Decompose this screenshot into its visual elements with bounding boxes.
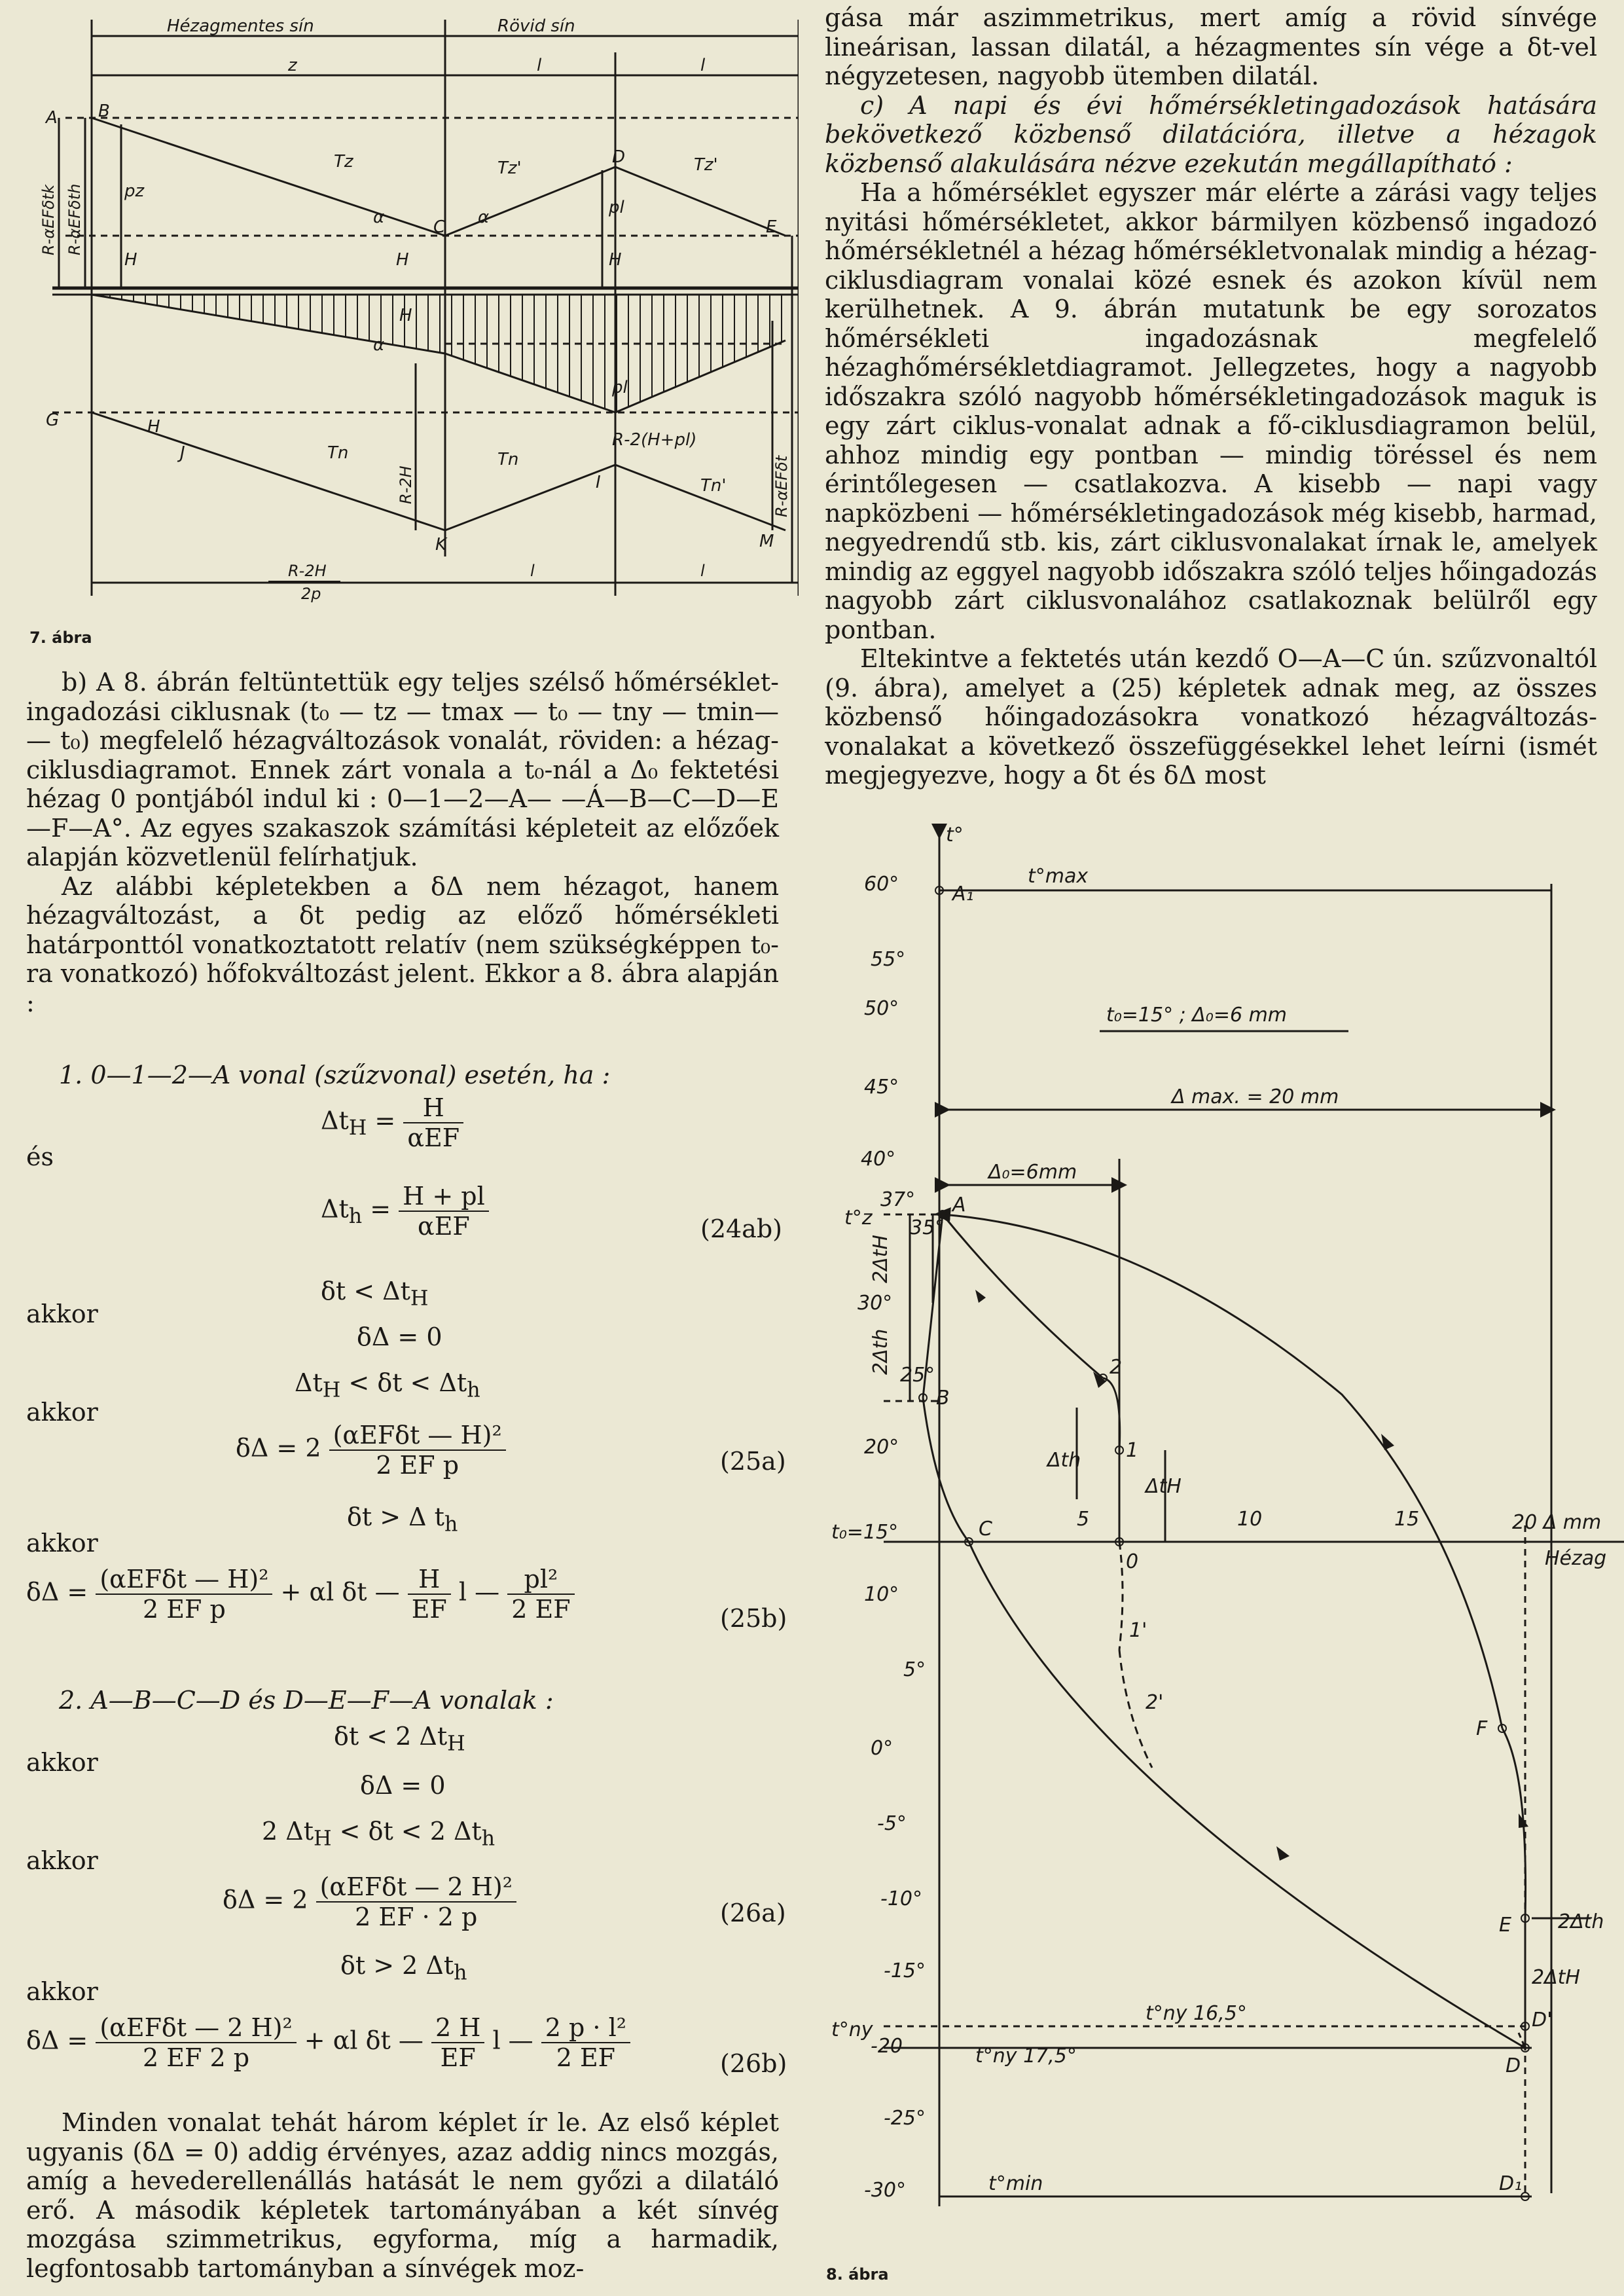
xtick-5: 5 <box>1077 1508 1090 1531</box>
c2b: < δt < Δt <box>340 1368 467 1397</box>
dth-den: αEF <box>418 1212 470 1241</box>
point-B8: B <box>936 1387 950 1410</box>
f25b-num1: (αEFδt — H)² <box>96 1565 272 1595</box>
label-pl: pl <box>609 198 624 217</box>
label-l2: l <box>700 56 706 75</box>
label-akkor-6: akkor <box>26 1977 98 2006</box>
f25b-mid: + αl δt — <box>280 1577 400 1607</box>
para-b: b) A 8. ábrán feltüntettük egy teljes szélső hőmérséklet-ingadozási ciklusnak (t₀ — tz — tmax — t₀ — tny — tmin— — t₀) megfelelő hézagváltozások vonalát, röviden: a hézag-ciklusdiagramot. Ennek zárt vonala a t₀-nál a Δ₀ fektetési hézag 0 pontjából indul ki : 0—1—2—A— —Á—B—C—D—E—F—A°. Az egyes szakaszok számítási képleteit az előzőek alapján közvetlenül felírhatjuk. <box>26 668 779 871</box>
cond-1 <box>321 1277 428 1311</box>
point-F8: F <box>1476 1717 1488 1740</box>
params-label: t₀=15° ; Δ₀=6 mm <box>1106 1004 1288 1027</box>
point-G: G <box>46 410 60 430</box>
point-I: I <box>596 473 601 492</box>
ytick-label: 60° <box>864 873 899 896</box>
label-alpha-1: α <box>373 208 385 227</box>
formula-26b <box>26 2013 630 2072</box>
c5b: < δt < 2 Δt <box>331 1817 482 1846</box>
xtick-10: 10 <box>1237 1508 1263 1531</box>
formula-25a <box>236 1421 506 1480</box>
cond-2 <box>295 1368 480 1402</box>
ytick-label: 40° <box>861 1148 896 1171</box>
t0-label: t₀=15° <box>831 1521 899 1544</box>
label-H-1: H <box>124 250 137 270</box>
f25b-mid2: l — <box>458 1577 500 1607</box>
label-alpha-3: α <box>373 335 385 355</box>
label-es: és <box>26 1142 54 1171</box>
f26a-den: 2 EF · 2 p <box>355 1903 478 1931</box>
dim-dtH: ΔtH <box>1146 1475 1182 1498</box>
label-Tz2: Tz' <box>497 158 522 178</box>
f26b-num1: (αEFδt — 2 H)² <box>96 2013 296 2043</box>
para-formulas-intro: Az alábbi képletekben a δΔ nem hézagot, hanem hézagváltozást, a δt pedig az előző hőmérsékleti határponttól vonatkoztatott relatív (nem szükségképpen t₀-ra vonatkozó) hőfokváltozást jelent. Ekkor a 8. ábra alapján : <box>26 871 780 1017</box>
label-Tz: Tz <box>334 152 353 172</box>
c5c: h <box>481 1827 496 1851</box>
tmin-label: t°min <box>988 2172 1043 2195</box>
label-Tz3: Tz' <box>694 155 718 175</box>
formula-26a <box>223 1872 516 1931</box>
label-H-4: H <box>399 306 412 325</box>
dtH-lhs: Δt <box>321 1106 349 1135</box>
c5s: H <box>313 1827 332 1851</box>
left-para-b <box>26 668 779 1017</box>
axis-t-label: t° <box>946 824 964 847</box>
dim-2dtH-left: 2ΔtH <box>869 1235 892 1283</box>
label-alpha-2: α <box>478 208 490 227</box>
f25b-den3: 2 EF <box>511 1595 571 1624</box>
tag-24ab: (24ab) <box>700 1214 782 1243</box>
result-1: δΔ = 0 <box>357 1322 442 1351</box>
f25a-den: 2 EF p <box>376 1451 460 1480</box>
c4s: H <box>447 1732 465 1756</box>
f25b-pre: δΔ = <box>26 1577 88 1607</box>
label-R-2H: R-2H <box>397 465 415 504</box>
cond-3 <box>347 1503 458 1537</box>
label-Tn: Tn <box>327 443 349 463</box>
axis-mm-label: 20 Δ mm <box>1512 1511 1602 1534</box>
label-akkor-5: akkor <box>26 1846 98 1875</box>
tz-label: t°z <box>844 1207 873 1230</box>
c5: 2 Δt <box>262 1817 314 1846</box>
label-bottom-l1: l <box>530 562 535 580</box>
label-akkor-2: akkor <box>26 1398 98 1427</box>
ytick-label: 0° <box>871 1737 893 1760</box>
ytick-label: 45° <box>864 1076 899 1099</box>
right-para1: gása már aszimmetrikus, mert amíg a rövid sínvége lineárisan, lassan dilatál, a hézagmentes sín vége a δt-vel négyzetesen, nagyobb ütemben dilatál. <box>825 3 1597 90</box>
ytick-label: -5° <box>877 1812 907 1835</box>
figure-8 <box>818 805 1624 2278</box>
tag-26b: (26b) <box>720 2049 787 2078</box>
item1: 1. 0—1—2—A vonal (szűzvonal) esetén, ha : <box>59 1061 611 1089</box>
tny1-label: t°ny 16,5° <box>1146 2002 1247 2025</box>
item2: 2. A—B—C—D és D—E—F—A vonalak : <box>59 1686 554 1715</box>
c1: δt < Δt <box>321 1277 410 1305</box>
cond-6 <box>340 1951 467 1985</box>
dmax-label: Δ max. = 20 mm <box>1172 1085 1339 1108</box>
formula-dtH: $\Delta t_H$ = $\frac{H}{\text{αEF}}$ <box>321 1093 463 1152</box>
tag-25b: (25b) <box>720 1604 787 1633</box>
tny-label: t°ny <box>831 2018 873 2041</box>
point-H: H <box>147 417 160 437</box>
f25b-den1: 2 EF p <box>143 1595 226 1624</box>
label-pl2: pl <box>612 378 628 397</box>
point-D1: D₁ <box>1499 2172 1523 2195</box>
ytick-label: 30° <box>857 1292 893 1315</box>
ytick-label: 20° <box>864 1436 899 1459</box>
point-1: 1 <box>1126 1439 1139 1462</box>
right-para3: Eltekintve a fektetés után kezdő O—A—C ún. szűzvonaltól (9. ábra), amelyet a (25) képletek adnak meg, az összes közbenső hőingadozásokra vonatkozó hézagváltozás-vonalakat a következő összefüggésekkel lehet leírni (ismét megjegyezve, hogy a δt és δΔ most <box>825 644 1597 790</box>
label-R-2(H+pl): R-2(H+pl) <box>612 430 697 450</box>
tz-value: 37° <box>880 1188 916 1211</box>
para-end: Minden vonalat tehát három képlet ír le. Az első képlet ugyanis (δΔ = 0) addig érvényes, azaz addig nincs mozgás, amíg a hevederellenállás hatását le nem győzi a dilatáló erő. A második képletek tartományában a két sínvég mozgása szimmetrikus, egyforma, míg a harmadik, legfontosabb tartományban a sínvégek moz- <box>26 2108 779 2283</box>
point-E8: E <box>1499 1914 1511 1937</box>
c1s: H <box>410 1286 429 1311</box>
tny2-label: t°ny 17,5° <box>975 2045 1077 2068</box>
ytick-label: 55° <box>871 948 906 971</box>
d0-label: Δ₀=6mm <box>988 1161 1077 1184</box>
f25b-den2: EF <box>411 1595 447 1624</box>
point-B: B <box>98 101 110 121</box>
c6s: h <box>454 1961 467 1985</box>
fig7-caption: 7. ábra <box>29 629 92 647</box>
f26b-den3: 2 EF <box>556 2043 616 2072</box>
c4: δt < 2 Δt <box>334 1722 448 1751</box>
ytick-label: -15° <box>884 1959 926 1982</box>
label-Tn3: Tn' <box>700 476 727 496</box>
point-C: C <box>433 217 446 237</box>
f25b-num2: H <box>408 1565 451 1595</box>
formula-25b <box>26 1565 575 1624</box>
ytick-label: -10° <box>880 1887 922 1910</box>
tag-25a: (25a) <box>720 1447 786 1476</box>
label-short: Rövid sín <box>497 16 575 36</box>
point-Dp: D' <box>1532 2009 1553 2032</box>
label-akkor-1: akkor <box>26 1300 98 1328</box>
c3: δt > Δ t <box>347 1503 444 1531</box>
tag-26a: (26a) <box>720 1899 786 1927</box>
dim-2dth-left: 2Δth <box>869 1328 892 1375</box>
point-A8: A <box>952 1194 966 1216</box>
label-z: z <box>288 56 297 75</box>
cond-5 <box>262 1817 495 1851</box>
cond-4 <box>334 1722 465 1756</box>
right-column-text <box>825 3 1597 790</box>
dim-2dtH-right: 2ΔtH <box>1532 1966 1580 1989</box>
ytick-label: 25° <box>900 1364 935 1387</box>
point-K: K <box>435 535 447 555</box>
label-frac-num: R-2H <box>288 562 327 580</box>
label-H-3: H <box>609 250 622 270</box>
ytick-label: -25° <box>884 2107 926 2130</box>
ytick-label: 35° <box>910 1216 945 1239</box>
label-akkor-4: akkor <box>26 1748 98 1777</box>
point-0: 0 <box>1126 1550 1139 1573</box>
f26b-mid2: l — <box>492 2026 533 2055</box>
c6: δt > 2 Δt <box>340 1951 454 1980</box>
point-J: J <box>180 443 185 463</box>
label-H-2: H <box>396 250 409 270</box>
f26a-num: (αEFδt — 2 H)² <box>316 1872 516 1903</box>
point-1p: 1' <box>1129 1619 1147 1642</box>
right-para2: Ha a hőmérséklet egyszer már elérte a zárási vagy teljes nyitási hőmérsékletet, akkor bármilyen közbenső ingadozó hőmérsékletnél a hézag hőmérsékletvonalak mindig a hézag-ciklusdiagram vonalai közé esnek és azokon kívül nem kerülhetnek. A 9. ábrán mutatunk be egy sorozatos hőmérsékleti ingadozásnak megfelelő hézaghőmérsékletdiagramot. Jellegzetes, hogy a nagyobb időszakra szóló nagyobb hőmérsékletingadozások maguk is egy zárt ciklus-vonalat adnak a fő-ciklusdiagramon belül, ahhoz mindig egy pontban — mindig töréssel és nem érintőlegesen — csatlakozva. A kisebb — napi vagy napközbeni — hőmérsékletingadozások még kisebb, harmad, negyedrendű stb. kis, zárt ciklusvonalakat írnak le, amelyek mindig az eggyel nagyobb időszakra szóló teljes hőingadozás nagyobb zárt ciklusvonalához csatlakoznak belülről egy pontban. <box>825 178 1597 644</box>
label-R-aEFdtk: R-αEFδtk <box>39 184 58 255</box>
f26b-den2: EF <box>440 2043 476 2072</box>
dth-lhs: Δt <box>321 1194 349 1224</box>
label-R-aEFdt: R-αEFδt <box>772 455 791 517</box>
xtick-15: 15 <box>1394 1508 1420 1531</box>
f26b-num2: 2 H <box>431 2013 484 2043</box>
f25a-num: (αEFδt — H)² <box>329 1421 506 1451</box>
c2s: H <box>322 1378 341 1402</box>
point-2p: 2' <box>1146 1691 1164 1714</box>
tmax-label: t°max <box>1028 865 1089 888</box>
axis-hezag-label: Hézag <box>1545 1547 1607 1570</box>
result-4: δΔ = 0 <box>360 1771 446 1800</box>
dim-dth: Δth <box>1047 1449 1081 1472</box>
point-M: M <box>759 532 774 551</box>
c2c: h <box>467 1378 480 1402</box>
f26b-pre: δΔ = <box>26 2026 88 2055</box>
f25a-pre: δΔ = 2 <box>236 1433 321 1463</box>
label-gapless: Hézagmentes sín <box>167 16 314 36</box>
label-pz: pz <box>124 181 145 201</box>
c2: Δt <box>295 1368 323 1397</box>
left-para-end <box>26 2108 779 2283</box>
point-E: E <box>766 217 777 237</box>
ytick-label: -30° <box>864 2179 906 2202</box>
label-frac-den: 2p <box>301 585 321 603</box>
label-R-aEFdth: R-αEFδth <box>65 183 84 255</box>
f26a-pre: δΔ = 2 <box>223 1885 308 1914</box>
point-A1: A₁ <box>952 883 974 905</box>
ytick-label: 10° <box>864 1583 899 1606</box>
ytick-label: 50° <box>864 997 899 1020</box>
point-C8: C <box>979 1518 992 1540</box>
f25b-num3: pl² <box>507 1565 574 1595</box>
point-D8: D <box>1506 2054 1521 2077</box>
dtH-den: αEF <box>407 1123 460 1152</box>
f26b-mid: + αl δt — <box>304 2026 424 2055</box>
figure-7 <box>26 7 799 609</box>
dim-2dth-right: 2Δth <box>1558 1910 1604 1933</box>
ytick-label: 5° <box>903 1658 926 1681</box>
point-D: D <box>612 147 626 167</box>
fig8-caption: 8. ábra <box>826 2265 889 2284</box>
ytick-label: -20 <box>871 2035 903 2058</box>
label-Tn2: Tn <box>497 450 519 469</box>
dth-num: H + pl <box>399 1182 489 1212</box>
label-bottom-l2: l <box>700 562 705 580</box>
dtH-sub: H <box>348 1116 367 1140</box>
f26b-den1: 2 EF 2 p <box>143 2043 250 2072</box>
f26b-num3: 2 p · l² <box>541 2013 630 2043</box>
c3s: h <box>444 1512 458 1537</box>
point-2: 2 <box>1110 1356 1123 1379</box>
dtH-num: H <box>403 1093 463 1123</box>
label-akkor-3: akkor <box>26 1529 98 1558</box>
formula-dth: $\Delta t_h$ = $\frac{H + pl}{\text{αEF}}$ <box>321 1182 489 1241</box>
label-l1: l <box>537 56 542 75</box>
dth-sub: h <box>348 1205 363 1229</box>
right-para-c: c) A napi és évi hőmérsékletingadozások hatására bekövetkező közbenső dilatációra, illetve a hézagok közbenső alakulására nézve ezekután megállapítható : <box>825 90 1597 178</box>
point-A: A <box>46 108 58 128</box>
